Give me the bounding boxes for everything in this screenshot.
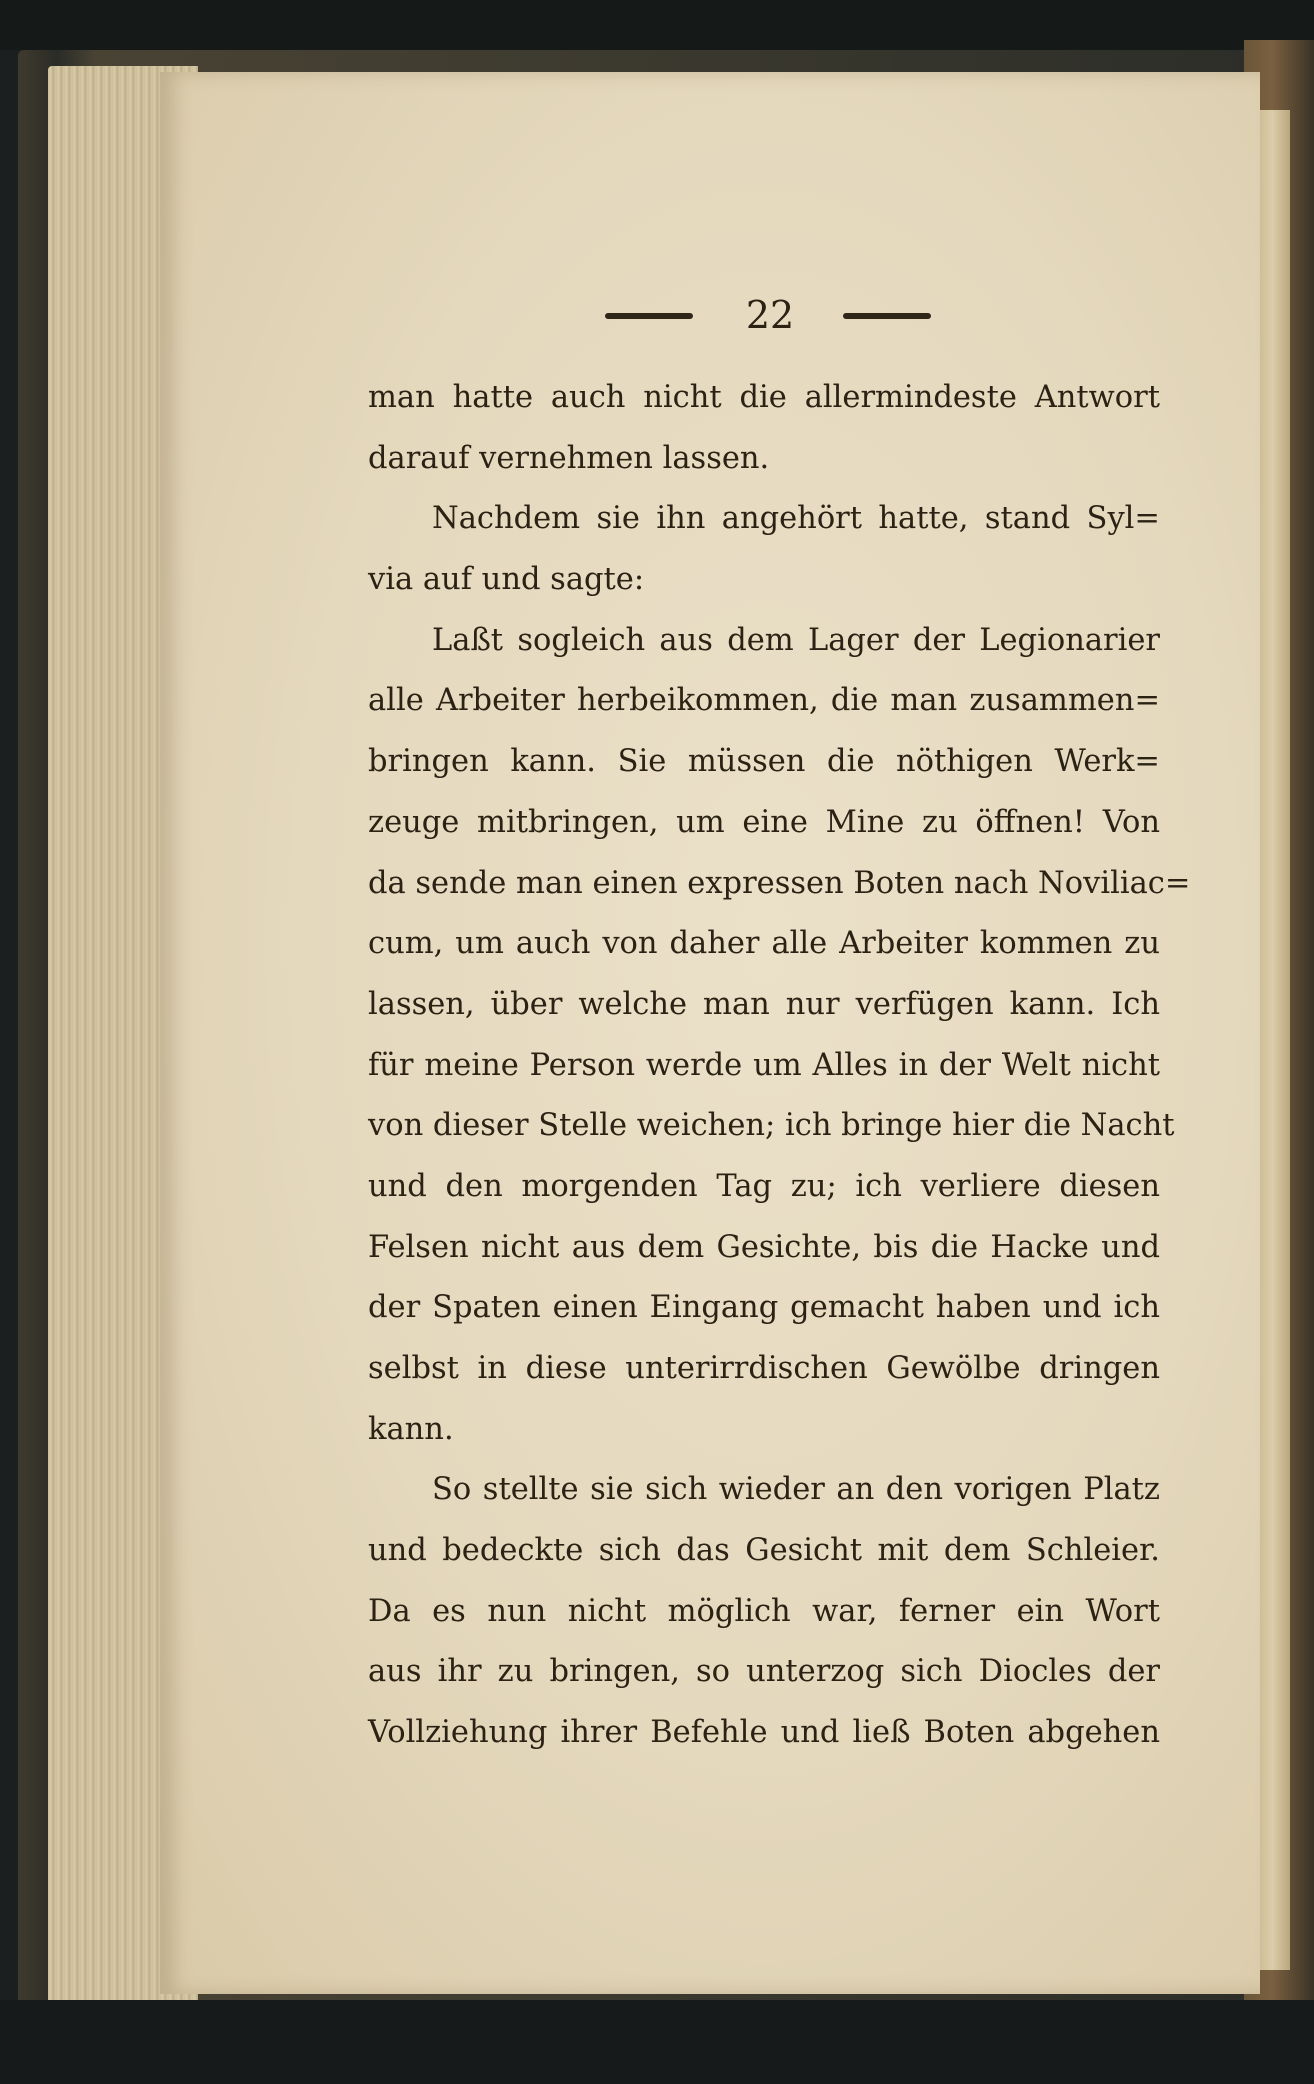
text-line: selbst in diese unterirrdischen Gewölbe dringen — [368, 1351, 1160, 1386]
background-bottom — [0, 2000, 1314, 2084]
text-line: lassen, über welche man nur verfügen kann. Ich — [368, 986, 1160, 1022]
header-rule-right — [843, 313, 931, 319]
text-line: Nachdem sie ihn angehört hatte, stand Syl= — [432, 501, 1160, 537]
text-line: und den morgenden Tag zu; ich verliere diesen — [368, 1168, 1160, 1204]
text-line: via auf und sagte: — [368, 562, 645, 598]
text-line: darauf vernehmen lassen. — [368, 440, 770, 476]
text-line: kann. — [368, 1411, 454, 1447]
text-line: der Spaten einen Eingang gemacht haben und ich — [368, 1290, 1160, 1326]
text-line: bringen kann. Sie müssen die nöthigen Werk= — [368, 744, 1160, 780]
header-rule-left — [605, 313, 693, 319]
text-line: man hatte auch nicht die allermindeste Antwort — [368, 380, 1160, 415]
facing-page-edge — [1255, 110, 1290, 1970]
text-line: zeuge mitbringen, um eine Mine zu öffnen! Von — [368, 804, 1160, 840]
text-line: und bedeckte sich das Gesicht mit dem Schleier. — [368, 1533, 1160, 1569]
text-line: aus ihr zu bringen, so unterzog sich Diocles der — [368, 1654, 1160, 1690]
text-line: So stellte sie sich wieder an den vorigen Platz — [432, 1472, 1160, 1508]
text-line: Felsen nicht aus dem Gesichte, bis die Hacke und — [368, 1229, 1160, 1265]
page-number: 22 — [745, 293, 795, 337]
page-header — [600, 285, 940, 345]
text-line: da sende man einen expressen Boten nach Noviliac= — [368, 865, 1191, 901]
text-line: Vollziehung ihrer Befehle und ließ Boten abgehen — [368, 1715, 1160, 1751]
text-line: cum, um auch von daher alle Arbeiter kommen zu — [368, 926, 1160, 962]
text-line: Da es nun nicht möglich war, ferner ein Wort — [368, 1593, 1160, 1629]
text-line: für meine Person werde um Alles in der Welt nicht — [368, 1047, 1160, 1083]
text-line: von dieser Stelle weichen; ich bringe hier die Nacht — [368, 1108, 1175, 1144]
page-body-text — [368, 368, 1191, 1764]
text-line: alle Arbeiter herbeikommen, die man zusammen= — [368, 683, 1160, 719]
text-line: Laßt sogleich aus dem Lager der Legionarier — [432, 622, 1160, 658]
background-top — [0, 0, 1314, 50]
